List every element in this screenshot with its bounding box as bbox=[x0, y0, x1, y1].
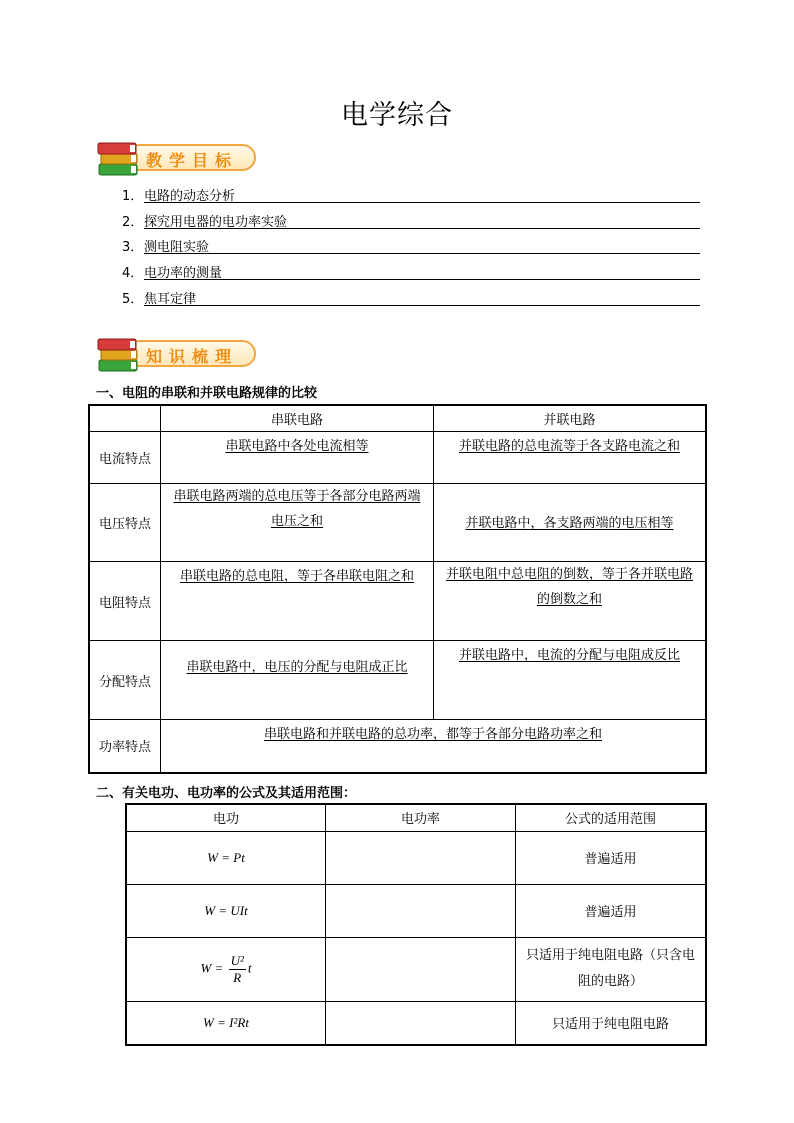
formula: W = UIt bbox=[126, 884, 326, 937]
goals-banner-text: 教学目标 bbox=[146, 151, 239, 170]
books-icon bbox=[96, 140, 142, 180]
goal-item: 3． 测电阻实验 bbox=[122, 236, 700, 256]
table-header-row bbox=[89, 405, 706, 432]
table-row: 电阻特点 串联电路的总电阻，等于各串联电阻之和 并联电阻中总电阻的倒数，等于各并联电路的倒数之和 bbox=[89, 562, 706, 641]
table-row: W = UIt 普遍适用 bbox=[126, 884, 706, 937]
row-label: 电流特点 bbox=[89, 432, 161, 484]
formula: W = Pt bbox=[126, 831, 326, 884]
table-header-row bbox=[126, 804, 706, 831]
row-label: 电压特点 bbox=[89, 484, 161, 562]
section-heading: 一、电阻的串联和并联电路规律的比较 bbox=[96, 386, 318, 401]
knowledge-banner bbox=[96, 336, 261, 376]
column-header: 公式的适用范围 bbox=[516, 804, 707, 831]
column-header: 电功 bbox=[126, 804, 326, 831]
formula: W = I²Rt bbox=[126, 1001, 326, 1045]
blank-line bbox=[144, 279, 700, 280]
blank-line bbox=[144, 305, 700, 306]
table-row: 电压特点 串联电路两端的总电压等于各部分电路两端电压之和 并联电路中，各支路两端的电压相等 bbox=[89, 484, 706, 562]
page-title: 电学综合 bbox=[341, 100, 453, 131]
table-row: 电流特点 串联电路中各处电流相等 并联电路的总电流等于各支路电流之和 bbox=[89, 432, 706, 484]
column-header: 并联电路 bbox=[434, 405, 707, 432]
row-label: 功率特点 bbox=[89, 720, 161, 773]
blank-line bbox=[144, 253, 700, 254]
section-heading: 二、有关电功、电功率的公式及其适用范围： bbox=[96, 786, 357, 801]
table-row: W = Pt 普遍适用 bbox=[126, 831, 706, 884]
table-row: W = $\frac{\text{U²}}{R}$ t 只适用于纯电阻电路（只含电阻的电路） bbox=[126, 937, 706, 1001]
formula-table bbox=[125, 803, 707, 1046]
books-icon bbox=[96, 336, 142, 376]
blank-line bbox=[144, 228, 700, 229]
goal-item: 5． 焦耳定律 bbox=[122, 288, 700, 308]
column-header: 电功率 bbox=[326, 804, 516, 831]
goal-item: 4． 电功率的测量 bbox=[122, 262, 700, 282]
fraction: $\frac{\text{U²}}{R}$ bbox=[230, 952, 244, 985]
circuit-comparison-table bbox=[88, 404, 707, 774]
goal-item: 2． 探究用电器的电功率实验 bbox=[122, 211, 700, 231]
row-label: 分配特点 bbox=[89, 641, 161, 720]
knowledge-banner-text: 知识梳理 bbox=[146, 347, 239, 366]
blank-line bbox=[144, 202, 700, 203]
formula: W = $\frac{\text{U²}}{R}$ t bbox=[126, 937, 326, 1001]
row-label: 电阻特点 bbox=[89, 562, 161, 641]
table-row: 功率特点 串联电路和并联电路的总功率，都等于各部分电路功率之和 bbox=[89, 720, 706, 773]
column-header: 串联电路 bbox=[161, 405, 434, 432]
goal-item: 1． 电路的动态分析 bbox=[122, 185, 700, 205]
goals-banner bbox=[96, 140, 261, 180]
table-row: 分配特点 串联电路中，电压的分配与电阻成正比 并联电路中，电流的分配与电阻成反比 bbox=[89, 641, 706, 720]
table-row: W = I²Rt 只适用于纯电阻电路 bbox=[126, 1001, 706, 1045]
